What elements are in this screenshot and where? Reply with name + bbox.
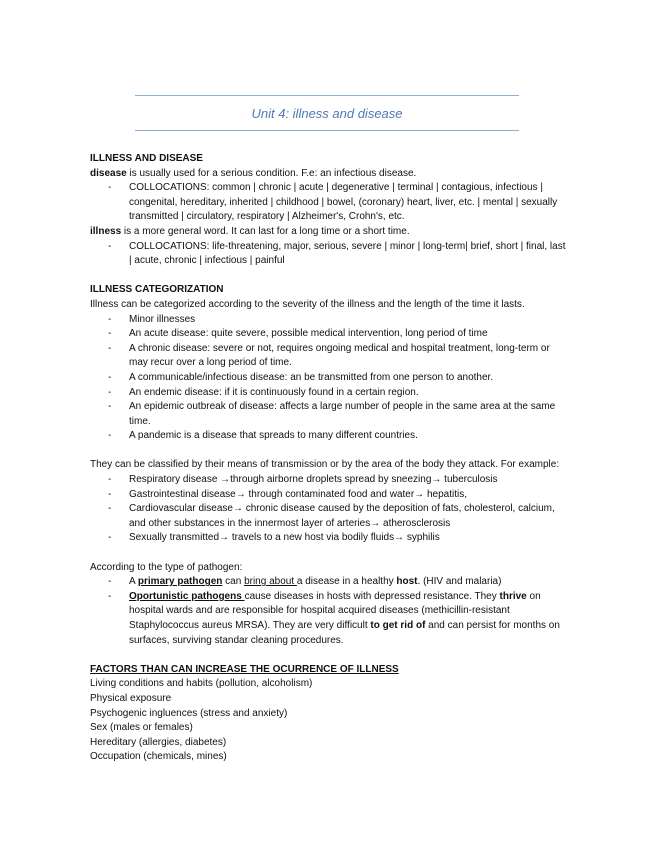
- primary-pathogen-term: primary pathogen: [137, 576, 223, 588]
- factor-item: Occupation (chemicals, mines): [90, 751, 227, 763]
- factor-item: Physical exposure: [90, 692, 172, 704]
- disease-collocations: - COLLOCATIONS: common | chronic | acute | degenerative | terminal | contagious, infectious | congenital, hereditary, inherited | childhood | bowel, (coronary) heart, liver, etc. | mental | sexually transmitted | circulatory, respiratory | Alzheimer's, Crohn's, etc.: [129, 181, 566, 225]
- illness-definition-text: is a more general word. It can last for a long time or a short time.: [121, 225, 410, 237]
- primary-pathogen-item: [129, 575, 566, 590]
- thrive-term: thrive: [499, 590, 527, 602]
- spacer: [90, 444, 566, 459]
- pathogen-intro: According to the type of pathogen:: [90, 561, 243, 573]
- text-run: . (HIV and malaria): [417, 576, 502, 588]
- illness-collocations: - COLLOCATIONS: life-threatening, major, serious, severe | minor | long-term| brief, short | final, last | acute, chronic | infectious | painful: [129, 240, 566, 269]
- categorization-list: [90, 313, 566, 444]
- factor-item: Psychogenic ingluences (stress and anxiety): [90, 707, 288, 719]
- list-item: - An endemic disease: if it is continuously found in a certain region.: [129, 386, 566, 401]
- disease-definition: [90, 167, 566, 182]
- list-item: - Sexually transmitted→ travels to a new host via bodily fluids→ syphilis: [129, 531, 566, 546]
- disease-definition-text: is usually used for a serious condition. F.e: an infectious disease.: [126, 167, 417, 179]
- list-item: - Gastrointestinal disease→ through contaminated food and water→ hepatitis,: [129, 488, 566, 503]
- text-run: cause diseases in hosts with depressed resistance. They: [244, 590, 500, 602]
- title-bottom-rule: [135, 130, 519, 131]
- text-run: can: [222, 576, 245, 588]
- list-item: - Respiratory disease →through airborne droplets spread by sneezing→ tuberculosis: [129, 473, 566, 488]
- categorization-intro: Illness can be categorized according to the severity of the illness and the length of the time it lasts.: [90, 298, 525, 310]
- spacer: [90, 648, 566, 663]
- bring-about-term: bring about: [244, 576, 297, 588]
- list-item: - A chronic disease: severe or not, requires ongoing medical and hospital treatment, long-term or may recur over a long period of time.: [129, 342, 566, 371]
- list-item: - Minor illnesses: [129, 313, 566, 328]
- factor-item: Hereditary (allergies, diabetes): [90, 736, 227, 748]
- transmission-intro: They can be classified by their means of transmission or by the area of the body they attack. For example:: [90, 459, 560, 471]
- document-title: Unit 4: illness and disease: [251, 106, 403, 121]
- section-heading-factors: FACTORS THAN CAN INCREASE THE OCURRENCE OF ILLNESS: [90, 663, 399, 675]
- transmission-list: [90, 473, 566, 546]
- text-run: A: [129, 576, 138, 588]
- host-term: host: [396, 576, 418, 588]
- factor-item: Sex (males or females): [90, 722, 193, 734]
- list-item: - An acute disease: quite severe, possible medical intervention, long period of time: [129, 327, 566, 342]
- disease-collocations-list: [90, 181, 566, 225]
- disease-term: disease: [90, 167, 127, 179]
- list-item: - Cardiovascular disease→ chronic disease caused by the deposition of fats, cholesterol, calcium, and other substances in the innermost layer of arteries→ atherosclerosis: [129, 502, 566, 531]
- text-run: and can persist for months on surfaces, surviving standar cleaning procedures.: [129, 620, 560, 646]
- illness-collocations-list: [90, 240, 566, 269]
- title-top-rule: [135, 95, 519, 96]
- list-item: - A communicable/infectious disease: an be transmitted from one person to another.: [129, 371, 566, 386]
- section-heading-illness-and-disease: ILLNESS AND DISEASE: [90, 153, 203, 164]
- document-body: [90, 152, 566, 765]
- opportunistic-pathogens-term: Oportunistic pathogens: [129, 590, 245, 602]
- factor-item: Living conditions and habits (pollution, alcoholism): [90, 678, 313, 690]
- opportunistic-pathogen-item: [129, 590, 566, 648]
- text-run: a disease in a healthy: [296, 576, 397, 588]
- illness-term: illness: [90, 225, 122, 237]
- text-run: on hospital wards and are responsible for hospital acquired diseases (methicillin-resistant Staphylococcus aureus MRSA). They are very difficult: [129, 590, 541, 631]
- section-heading-categorization: ILLNESS CATEGORIZATION: [90, 284, 224, 296]
- illness-definition: [90, 225, 566, 240]
- pathogen-list: [90, 575, 566, 648]
- spacer: [90, 546, 566, 561]
- get-rid-of-term: to get rid of: [370, 620, 426, 631]
- list-item: - A pandemic is a disease that spreads to many different countries.: [129, 429, 566, 444]
- list-item: - An epidemic outbreak of disease: affects a large number of people in the same area at the same time.: [129, 400, 566, 429]
- spacer: [90, 269, 566, 284]
